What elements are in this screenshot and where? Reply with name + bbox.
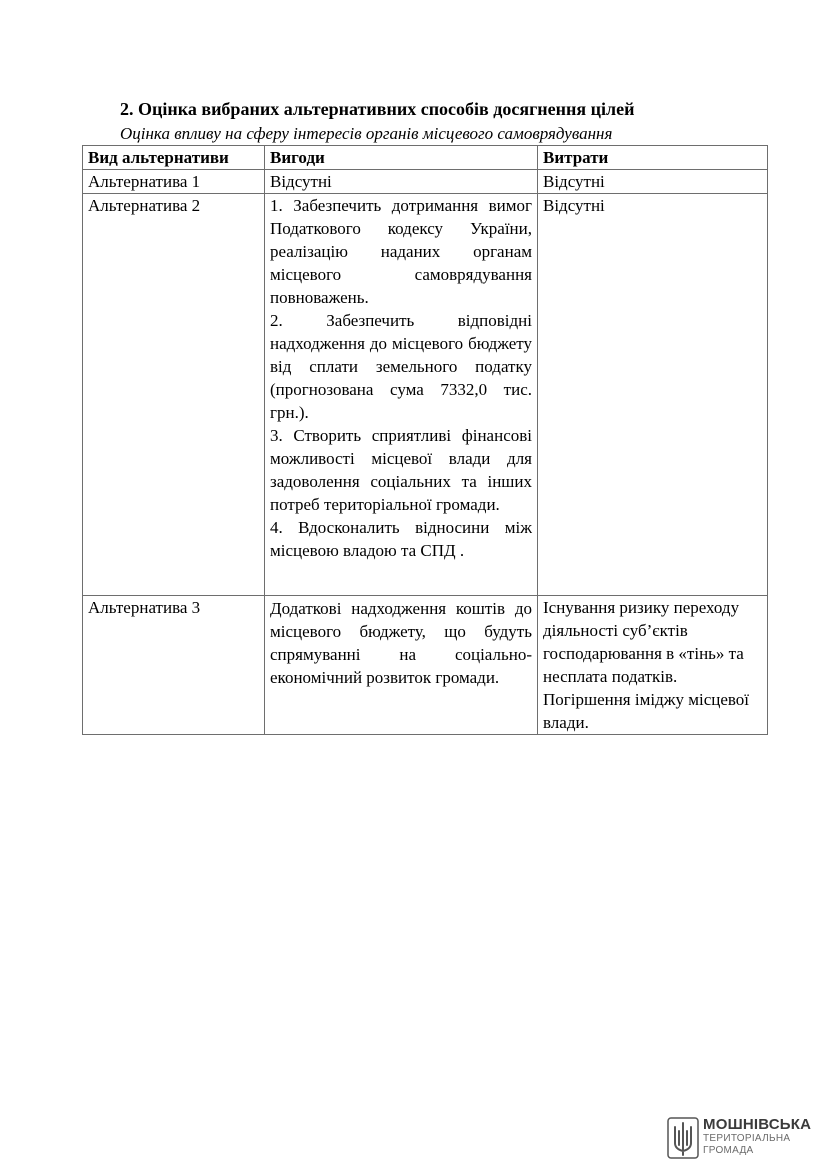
- benefits-cell: Відсутні: [265, 170, 538, 194]
- header-alternative: Вид альтернативи: [83, 146, 265, 170]
- alternative-cell: Альтернатива 1: [83, 170, 265, 194]
- logo-line: ТЕРИТОРІАЛЬНА: [703, 1133, 791, 1144]
- table-row: [83, 194, 768, 596]
- alternatives-table: [82, 145, 768, 735]
- costs-cell: Існування ризику переходу діяльності суб’єктів господарювання в «тінь» та несплата податків. Погіршення іміджу місцевої влади.: [538, 596, 768, 735]
- trident-icon: [667, 1117, 699, 1159]
- alternative-cell: Альтернатива 3: [83, 596, 265, 735]
- benefits-cell: [265, 194, 538, 596]
- logo-name: МОШНІВСЬКА: [703, 1116, 812, 1133]
- table-row: [83, 170, 768, 194]
- section-subheading: Оцінка впливу на сферу інтересів органів місцевого самоврядування: [120, 124, 613, 143]
- table-header-row: [83, 146, 768, 170]
- benefit-item: 3. Створить сприятливі фінансові можливості місцевої влади для задоволення соціальних та інших потреб територіальної громади.: [270, 426, 532, 514]
- logo-line: ГРОМАДА: [703, 1145, 754, 1156]
- alternative-cell: Альтернатива 2: [83, 194, 265, 596]
- header-benefits: Вигоди: [265, 146, 538, 170]
- benefit-item: 4. Вдосконалить відносини між місцевою владою та СПД .: [270, 518, 532, 560]
- community-logo: [667, 1115, 812, 1161]
- section-heading: 2. Оцінка вибраних альтернативних способів досягнення цілей: [120, 99, 635, 119]
- table-row: [83, 596, 768, 735]
- benefit-item: 2. Забезпечить відповідні надходження до місцевого бюджету від сплати земельного податку (прогнозована сума 7332,0 тис. грн.).: [270, 311, 532, 422]
- benefit-item: 1. Забезпечить дотримання вимог Податкового кодексу України, реалізацію наданих органам місцевого самоврядування повноважень.: [270, 196, 532, 307]
- header-costs: Витрати: [538, 146, 768, 170]
- benefits-cell: [265, 596, 538, 735]
- costs-cell: Відсутні: [538, 170, 768, 194]
- costs-cell: Відсутні: [538, 194, 768, 596]
- benefit-item: Додаткові надходження коштів до місцевого бюджету, що будуть спрямуванні на соціально- економічний розвиток громади.: [270, 599, 532, 687]
